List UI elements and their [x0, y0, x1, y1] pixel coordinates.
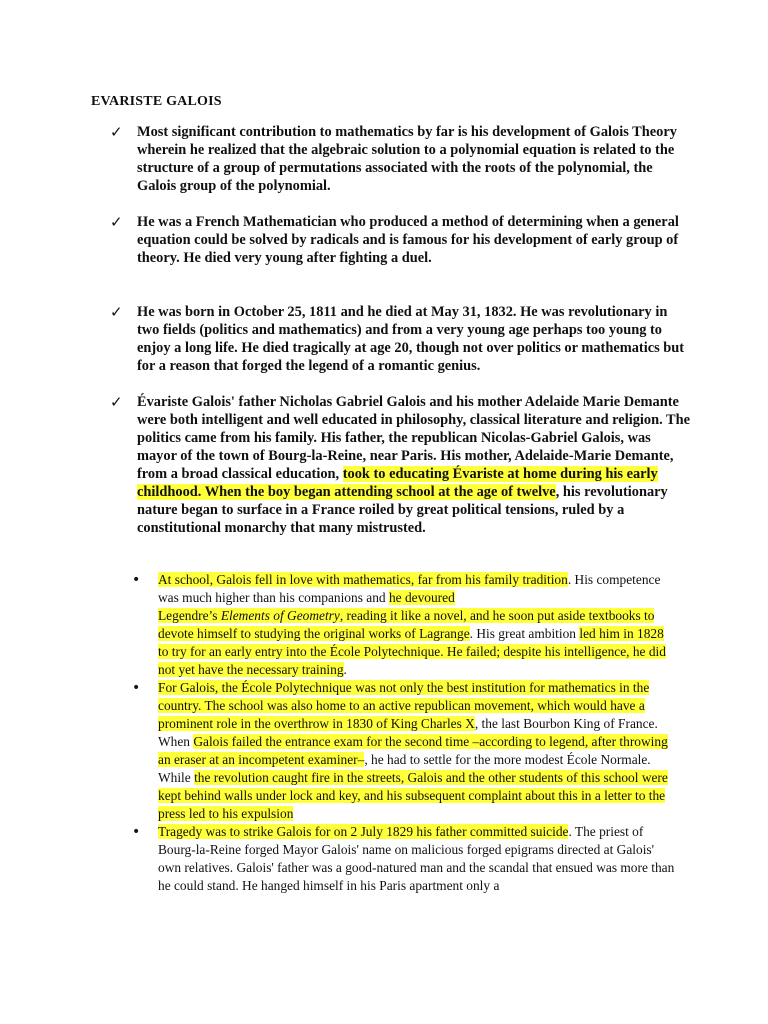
- page-title: EVARISTE GALOIS: [91, 94, 222, 109]
- highlighted-text: the revolution caught fire in the streets, Galois and the other students of this school were kept behind walls under lock and key, and his subsequent complaint about this in a letter to the press led to his expulsion: [158, 770, 668, 821]
- text-run: , his revolutionary nature began to surface in a France roiled by great political tensions, ruled by a constitutional monarchy that many mistrusted.: [137, 484, 668, 536]
- bullet-item-text: [158, 679, 677, 823]
- text-run: . His competence was much higher than his companions and: [158, 572, 661, 605]
- highlighted-text: , reading it like a novel, and he soon put aside textbooks to devote himself to studying the original works of Lagrange: [158, 608, 655, 641]
- bullet-list-item: [132, 571, 677, 679]
- bullet-item-text: [158, 571, 677, 679]
- highlighted-text: At school, Galois fell in love with mathematics, far from his family tradition: [158, 572, 568, 587]
- check-mark-icon: ✓: [110, 213, 123, 231]
- text-run: .: [343, 662, 347, 677]
- check-list: [110, 123, 690, 537]
- text-run: . The priest of Bourg-la-Reine forged Mayor Galois' name on malicious forged epigrams directed at Galois' own relatives. Galois' father was a good-natured man and the scandal that ensued was more than he could stand. He hanged himself in his Paris apartment only a: [158, 824, 675, 893]
- text-run: Évariste Galois' father Nicholas Gabriel Galois and his mother Adelaide Marie Demante were both intelligent and well educated in philosophy, classical literature and religion. The politics came from his family. His father, the republican Nicolas-Gabriel Galois, was mayor of the town of Bourg-la-Reine, near Paris. His mother, Adelaide-Marie Demante, from a broad classical education,: [137, 394, 691, 482]
- bullet-list-item: [132, 823, 677, 895]
- check-list-item: [110, 393, 690, 537]
- text-run: , the last Bourbon King of France. When: [158, 716, 658, 749]
- highlighted-text: he devoured: [388, 590, 455, 605]
- highlighted-text: Galois failed the entrance exam for the second time –according to legend, after throwing an eraser at an incompetent examiner–: [158, 734, 668, 767]
- highlighted-text: For Galois, the École Polytechnique was not only the best institution for mathematics in the country. The school was also home to an active republican movement, which would have a prominent role in the overthrow in 1830 of King Charles X: [158, 680, 650, 731]
- check-mark-icon: ✓: [110, 123, 123, 141]
- check-item-text: [137, 303, 690, 375]
- check-item-text: [137, 393, 690, 537]
- check-list-item: [110, 303, 690, 375]
- bullet-list: [132, 571, 677, 895]
- bullet-icon: •: [132, 572, 141, 588]
- check-mark-icon: ✓: [110, 393, 123, 411]
- text-run: , he had to settle for the more modest École Normale. While: [158, 752, 651, 785]
- bullet-list-item: [132, 679, 677, 823]
- highlighted-text: Legendre’s: [158, 608, 221, 623]
- highlighted-text: Tragedy was to strike Galois for on 2 July 1829 his father committed suicide: [158, 824, 569, 839]
- bullet-icon: •: [132, 824, 141, 840]
- text-run: . His great ambition: [469, 626, 580, 641]
- text-run: He was born in October 25, 1811 and he died at May 31, 1832. He was revolutionary in two fields (politics and mathematics) and from a very young age perhaps too young to enjoy a long life. He died tragically at age 20, though not over politics or mathematics but for a reason that forged the legend of a romantic genius.: [137, 304, 685, 374]
- bullet-item-text: [158, 823, 677, 895]
- check-item-text: [137, 123, 690, 195]
- check-list-item: [110, 213, 690, 267]
- text-run: Most significant contribution to mathematics by far is his development of Galois Theory wherein he realized that the algebraic solution to a polynomial equation is related to the structure of a group of permutations associated with the roots of the polynomial, the Galois group of the polynomial.: [137, 124, 677, 194]
- check-mark-icon: ✓: [110, 303, 123, 321]
- highlighted-text: led him in 1828 to try for an early entry into the École Polytechnique. He failed; despite his intelligence, he did not yet have the necessary training: [158, 626, 666, 677]
- highlighted-text: Elements of Geometry: [220, 608, 340, 623]
- bullet-icon: •: [132, 680, 141, 696]
- check-item-text: [137, 213, 690, 267]
- highlighted-text: took to educating Évariste at home during his early childhood. When the boy began attending school at the age of twelve: [137, 466, 658, 500]
- check-list-item: [110, 123, 690, 195]
- text-run: He was a French Mathematician who produced a method of determining when a general equation could be solved by radicals and is famous for his development of early group of theory. He died very young after fighting a duel.: [137, 214, 679, 266]
